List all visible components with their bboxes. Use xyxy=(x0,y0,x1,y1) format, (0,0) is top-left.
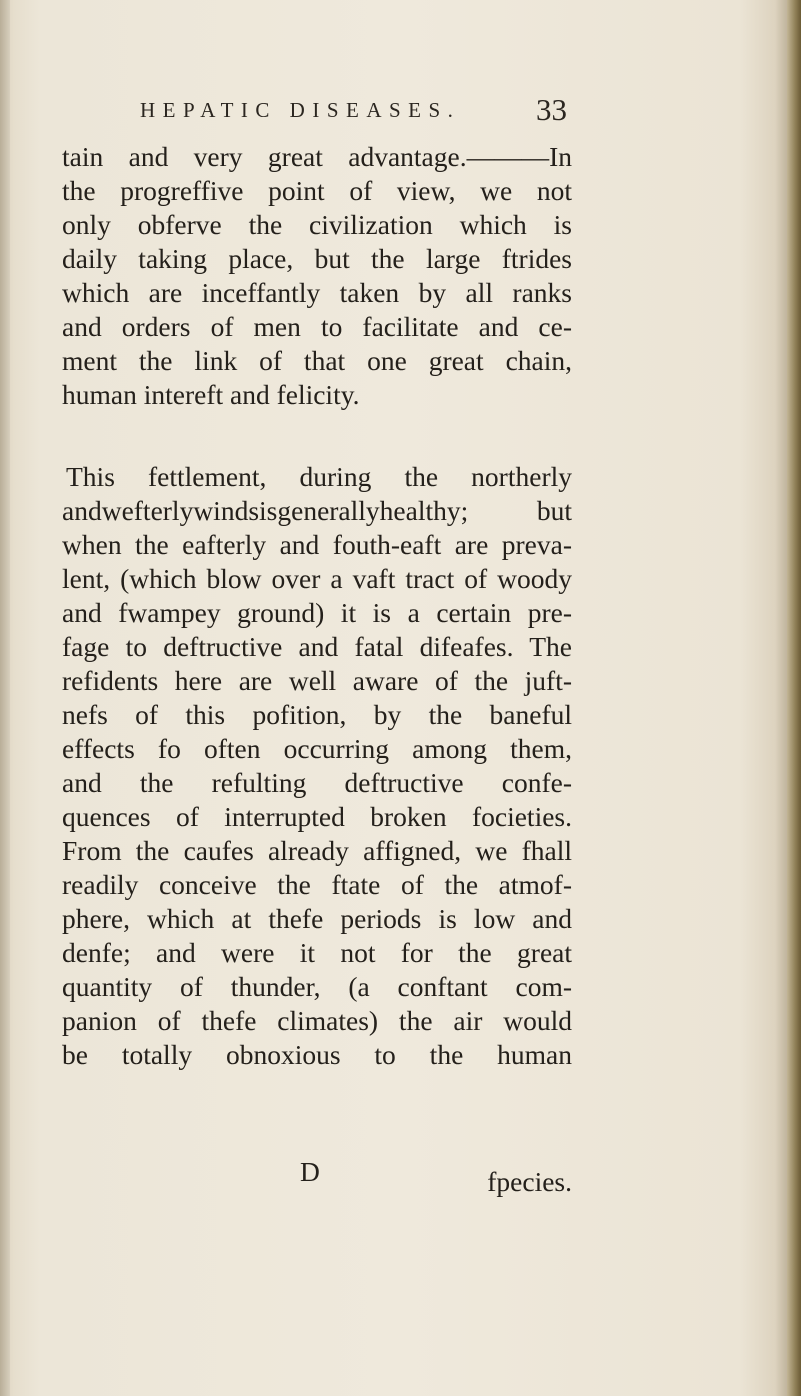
text-line: ment the link of that one great chain, xyxy=(62,345,572,376)
text-line: and orders of men to facilitate and ce- xyxy=(62,311,572,342)
paragraph-1 xyxy=(62,140,572,412)
signature-mark: D xyxy=(300,1156,320,1187)
text-line: tain and very great advantage.———In xyxy=(62,141,572,172)
catchword: fpecies. xyxy=(487,1166,572,1197)
text-line: human intereft and felicity. xyxy=(62,379,360,410)
body-text xyxy=(62,140,572,1072)
text-line: fage to deftructive and fatal difeafes. The xyxy=(62,631,572,662)
text-line: From the caufes already affigned, we fhall xyxy=(62,835,572,866)
text-line: the progreffive point of view, we not xyxy=(62,175,572,206)
text-line: effects fo often occurring among them, xyxy=(62,733,572,764)
paragraph-gap xyxy=(62,412,572,460)
text-line: be totally obnoxious to the human xyxy=(62,1039,572,1070)
text-line: refidents here are well aware of the juft- xyxy=(62,665,572,696)
text-line: This fettlement, during the northerly xyxy=(66,461,572,492)
text-line: readily conceive the ftate of the atmof- xyxy=(62,869,572,900)
text-line: which are inceffantly taken by all ranks xyxy=(62,277,572,308)
running-head: HEPATIC DISEASES. xyxy=(140,98,461,122)
text-line: quences of interrupted broken focieties. xyxy=(62,801,572,832)
page-footer xyxy=(62,1156,572,1202)
text-line: when the eafterly and fouth-eaft are preva- xyxy=(62,529,572,560)
page-header xyxy=(140,92,580,136)
text-line: denfe; and were it not for the great xyxy=(62,937,572,968)
text-line: only obferve the civilization which is xyxy=(62,209,572,240)
paragraph-2 xyxy=(62,460,572,1072)
text-line: phere, which at thefe periods is low and xyxy=(62,903,572,934)
text-line: and fwampey ground) it is a certain pre- xyxy=(62,597,572,628)
text-line: andwefterlywindsisgenerallyhealthy; but xyxy=(62,495,572,526)
text-line: daily taking place, but the large ftrides xyxy=(62,243,572,274)
text-line: nefs of this pofition, by the baneful xyxy=(62,699,572,730)
page-number: 33 xyxy=(536,92,567,127)
text-line: and the refulting deftructive confe- xyxy=(62,767,572,798)
text-line: quantity of thunder, (a conftant com- xyxy=(62,971,572,1002)
text-line: panion of thefe climates) the air would xyxy=(62,1005,572,1036)
page-left-edge xyxy=(0,0,10,1396)
text-line: lent, (which blow over a vaft tract of woody xyxy=(62,563,572,594)
page-right-edge xyxy=(787,0,801,1396)
